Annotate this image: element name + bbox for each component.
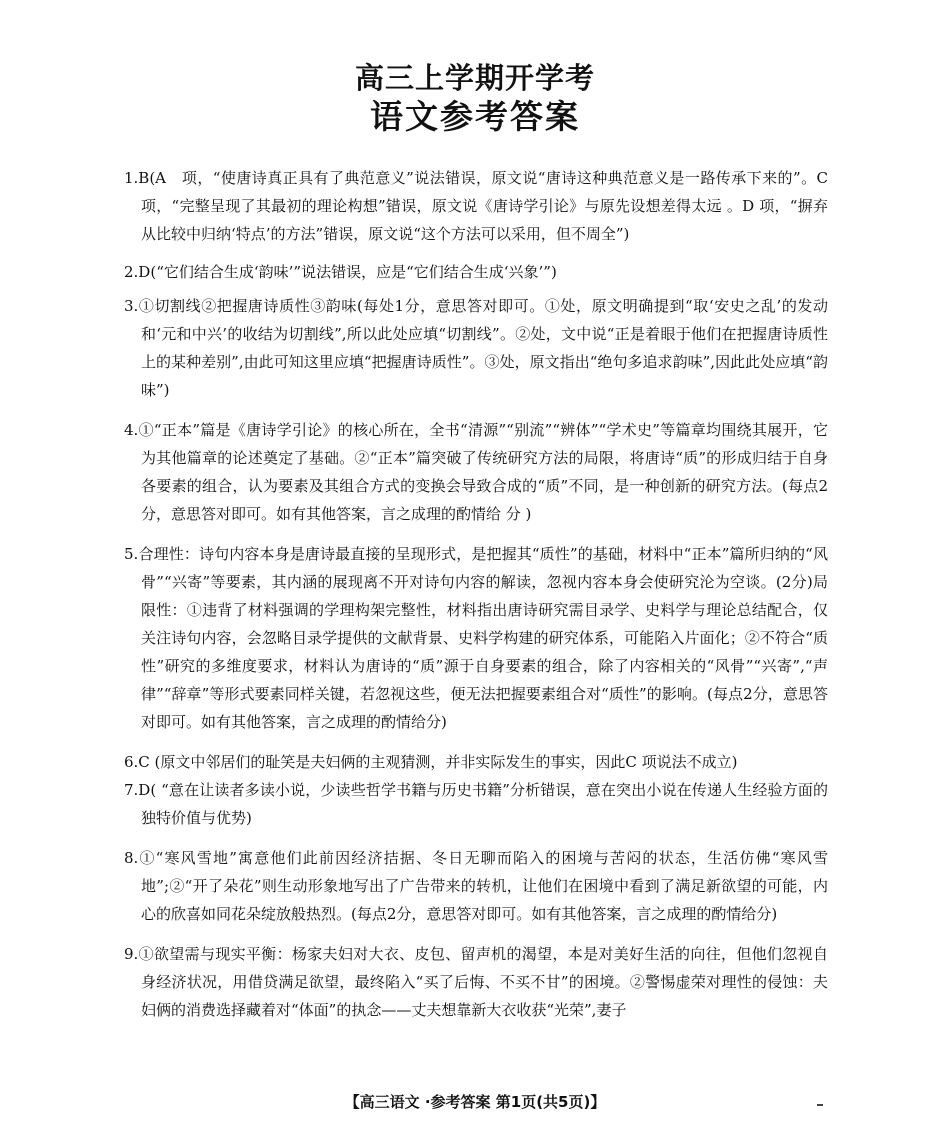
document-subtitle: 语文参考答案: [370, 97, 580, 136]
corner-mark: [817, 1104, 823, 1106]
answer-item-6: 6.C (原文中邻居们的耻笑是夫妇俩的主观猜测，并非实际发生的事实，因此C 项说法不成立): [124, 753, 738, 771]
page-footer: 【高三语文 ·参考答案 第1页(共5页)】: [344, 1093, 606, 1111]
answer-item-1: 1.B(A 项，“使唐诗真正具有了典范意义”说法错误，原文说“唐诗这种典范意义是一路传承下来的”。C 项，“完整呈现了其最初的理论构想”错误，原文说《唐诗学引论》与原先设想差得太远 。D 项，“摒弃从比较中归纳‘特点’的方法”错误，原文说“这个方法可以采用，但不周全”): [124, 169, 828, 243]
answer-item-2: 2.D(“它们结合生成‘韵味’”说法错误，应是“它们结合生成‘兴象’”): [124, 263, 557, 281]
answer-item-7: 7.D( “意在让读者多读小说，少读些哲学书籍与历史书籍”分析错误，意在突出小说在传递人生经验方面的独特价值与优势): [124, 781, 828, 827]
answer-list: [124, 164, 828, 1024]
answer-item-3: 3.①切割线②把握唐诗质性③韵味(每处1分，意思答对即可。①处，原文明确提到“取‘安史之乱’的发动和‘元和中兴’的收结为切割线”,所以此处应填“切割线”。②处，文中说“正是着眼于他们在把握唐诗质性上的某种差别”,由此可知这里应填“把握唐诗质性”。③处，原文指出“绝句多追求韵味”,因此此处应填“韵味”): [124, 297, 828, 399]
document-title: 高三上学期开学考: [354, 61, 595, 95]
answer-item-4: 4.①“正本”篇是《唐诗学引论》的核心所在，全书“清源”“别流”“辨体”“学术史”等篇章均围绕其展开，它为其他篇章的论述奠定了基础。②“正本”篇突破了传统研究方法的局限，将唐诗“质”的形成归结于自身各要素的组合，认为要素及其组合方式的变换会导致合成的“质”不同，是一种创新的研究方法。(每点2分，意思答对即可。如有其他答案，言之成理的酌情给 分 ): [124, 421, 828, 523]
answer-item-9: 9.①欲望需与现实平衡：杨家夫妇对大衣、皮包、留声机的渴望，本是对美好生活的向往，但他们忽视自身经济状况，用借贷满足欲望，最终陷入“买了后悔、不买不甘”的困境。②警惕虚荣对理性的侵蚀：夫妇俩的消费选择藏着对“体面”的执念——丈夫想靠新大衣收获“光荣”,妻子: [124, 945, 828, 1019]
answer-item-8: 8.①“寒风雪地”寓意他们此前因经济拮据、冬日无聊而陷入的困境与苦闷的状态，生活仿佛“寒风雪地”;②“开了朵花”则生动形象地写出了广告带来的转机，让他们在困境中看到了满足新欲望的可能，内心的欣喜如同花朵绽放般热烈。(每点2分，意思答对即可。如有其他答案，言之成理的酌情给分): [124, 849, 828, 923]
answer-item-5: 5.合理性：诗句内容本身是唐诗最直接的呈现形式，是把握其“质性”的基础，材料中“正本”篇所归纳的“风骨”“兴寄”等要素，其内涵的展现离不开对诗句内容的解读，忽视内容本身会使研究沦为空谈。(2分)局限性：①违背了材料强调的学理构架完整性，材料指出唐诗研究需目录学、史料学与理论总结配合，仅关注诗句内容，会忽略目录学提供的文献背景、史料学构建的研究体系，可能陷入片面化；②不符合“质性”研究的多维度要求，材料认为唐诗的“质”源于自身要素的组合，除了内容相关的“风骨”“兴寄”,“声律”“辞章”等形式要素同样关键，若忽视这些，便无法把握要素组合对“质性”的影响。(每点2分，意思答对即可。如有其他答案，言之成理的酌情给分): [124, 545, 828, 731]
